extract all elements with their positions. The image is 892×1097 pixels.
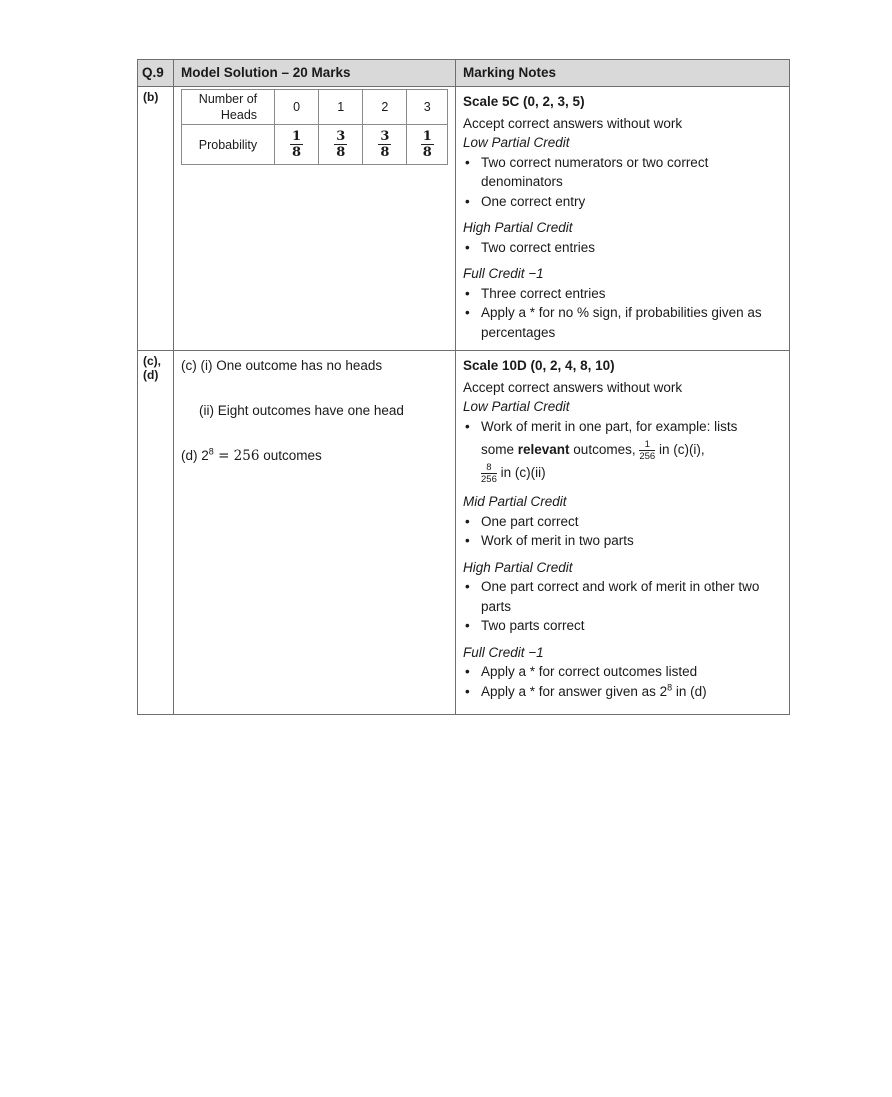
list-item: • One correct entry: [481, 192, 782, 212]
full-credit-heading: Full Credit −1: [463, 266, 544, 281]
high-partial-credit-list: [463, 238, 782, 258]
fraction-denominator: 8: [380, 145, 390, 160]
list-item: • One part correct and work of merit in other two parts: [481, 577, 782, 616]
heads-row-label: [182, 90, 275, 125]
question-number-header: Q.9: [138, 60, 174, 87]
low-item-text: outcomes,: [569, 442, 640, 458]
probability-cell: [363, 125, 407, 165]
part-b-row: [138, 87, 790, 351]
solution-d: [181, 446, 448, 466]
fraction-8-over-256: [481, 462, 497, 485]
marking-scheme-table: [137, 59, 790, 715]
part-cd-row: [138, 351, 790, 715]
fraction-denominator: 256: [481, 474, 497, 485]
part-label-text: (b): [143, 90, 159, 104]
part-b-label: [138, 87, 174, 351]
low-item-line-c: [481, 462, 546, 485]
mid-partial-credit-heading: Mid Partial Credit: [463, 494, 567, 509]
heads-cell: 2: [363, 90, 407, 125]
full-item-text: in (d): [672, 683, 707, 699]
fraction-denominator: 8: [422, 145, 432, 160]
scale-heading: Scale 5C (0, 2, 3, 5): [463, 94, 585, 109]
low-item-text: some: [481, 442, 518, 458]
part-label-line1: (c),: [143, 354, 161, 368]
heads-row: [182, 90, 448, 125]
fraction-numerator: 1: [639, 439, 655, 451]
heads-cell: 1: [319, 90, 363, 125]
solution-d-exponent: 8: [208, 446, 214, 457]
list-item: • Apply a * for no % sign, if probabilities given as percentages: [481, 303, 782, 342]
solution-c-i: (c) (i) One outcome has no heads: [181, 358, 383, 373]
solution-d-equation: = 256: [213, 448, 260, 464]
probability-table: [181, 89, 448, 165]
list-item: • Two correct numerators or two correct denominators: [481, 153, 782, 192]
part-cd-solution: [174, 351, 456, 715]
list-item: • Two correct entries: [481, 238, 782, 258]
list-item: • Apply a * for correct outcomes listed: [481, 662, 782, 682]
list-item: [481, 417, 782, 486]
probability-cell: [407, 125, 448, 165]
list-item: • Two parts correct: [481, 616, 782, 636]
full-item-exponent: 8: [667, 682, 673, 692]
fraction-numerator: 3: [336, 129, 346, 144]
scale-heading: Scale 10D (0, 2, 4, 8, 10): [463, 358, 615, 373]
high-partial-credit-list: [463, 577, 782, 636]
full-credit-list: [463, 662, 782, 701]
low-partial-credit-list: [463, 417, 782, 486]
low-item-text: in (c)(i),: [655, 442, 705, 458]
low-item-text: in (c)(ii): [496, 465, 546, 481]
list-item: • Work of merit in two parts: [481, 531, 782, 551]
low-item-bold: relevant: [517, 442, 570, 458]
model-solution-header: Model Solution – 20 Marks: [174, 60, 456, 87]
list-item: [481, 682, 782, 702]
low-partial-credit-heading: Low Partial Credit: [463, 399, 570, 414]
fraction-numerator: 1: [292, 129, 302, 144]
part-label-line2: (d): [143, 368, 159, 382]
solution-c-ii: (ii) Eight outcomes have one head: [199, 403, 404, 418]
fraction-denominator: 8: [292, 145, 302, 160]
list-item: • Three correct entries: [481, 284, 782, 304]
high-partial-credit-heading: High Partial Credit: [463, 559, 573, 575]
probability-cell: [274, 125, 318, 165]
solution-d-suffix: outcomes: [259, 448, 322, 463]
probability-row-label: Probability: [182, 125, 275, 165]
high-partial-credit-heading: High Partial Credit: [463, 220, 573, 235]
accept-note: Accept correct answers without work: [463, 379, 683, 395]
heads-cell: 0: [274, 90, 318, 125]
fraction-numerator: 8: [481, 462, 497, 474]
low-item-line-b: [481, 439, 705, 462]
part-cd-label: [138, 351, 174, 715]
part-cd-notes: [456, 351, 790, 715]
full-credit-heading: Full Credit −1: [463, 644, 544, 660]
probability-cell: [319, 125, 363, 165]
full-credit-list: [463, 284, 782, 343]
heads-label-line1: Number of: [198, 92, 258, 106]
fraction-denominator: 256: [639, 451, 656, 462]
part-b-notes: [456, 87, 790, 351]
probability-row: [182, 125, 448, 165]
mid-partial-credit-list: [463, 512, 782, 551]
accept-note: Accept correct answers without work: [463, 115, 683, 131]
full-item-text: Apply a * for answer given as 2: [481, 683, 668, 699]
low-partial-credit-list: [463, 153, 782, 212]
low-partial-credit-heading: Low Partial Credit: [463, 135, 570, 150]
low-item-line-a: Work of merit in one part, for example: lists: [481, 418, 738, 434]
fraction-denominator: 8: [336, 145, 346, 160]
heads-cell: 3: [407, 90, 448, 125]
fraction-numerator: 3: [380, 129, 390, 144]
marking-notes-header: Marking Notes: [456, 60, 790, 87]
solution-d-prefix: (d) 2: [181, 448, 209, 463]
header-row: [138, 60, 790, 87]
fraction-numerator: 1: [422, 129, 432, 144]
fraction-1-over-256: [639, 439, 655, 462]
part-b-solution: [174, 87, 456, 351]
list-item: • One part correct: [481, 512, 782, 532]
heads-label-line2: Heads: [220, 108, 258, 122]
